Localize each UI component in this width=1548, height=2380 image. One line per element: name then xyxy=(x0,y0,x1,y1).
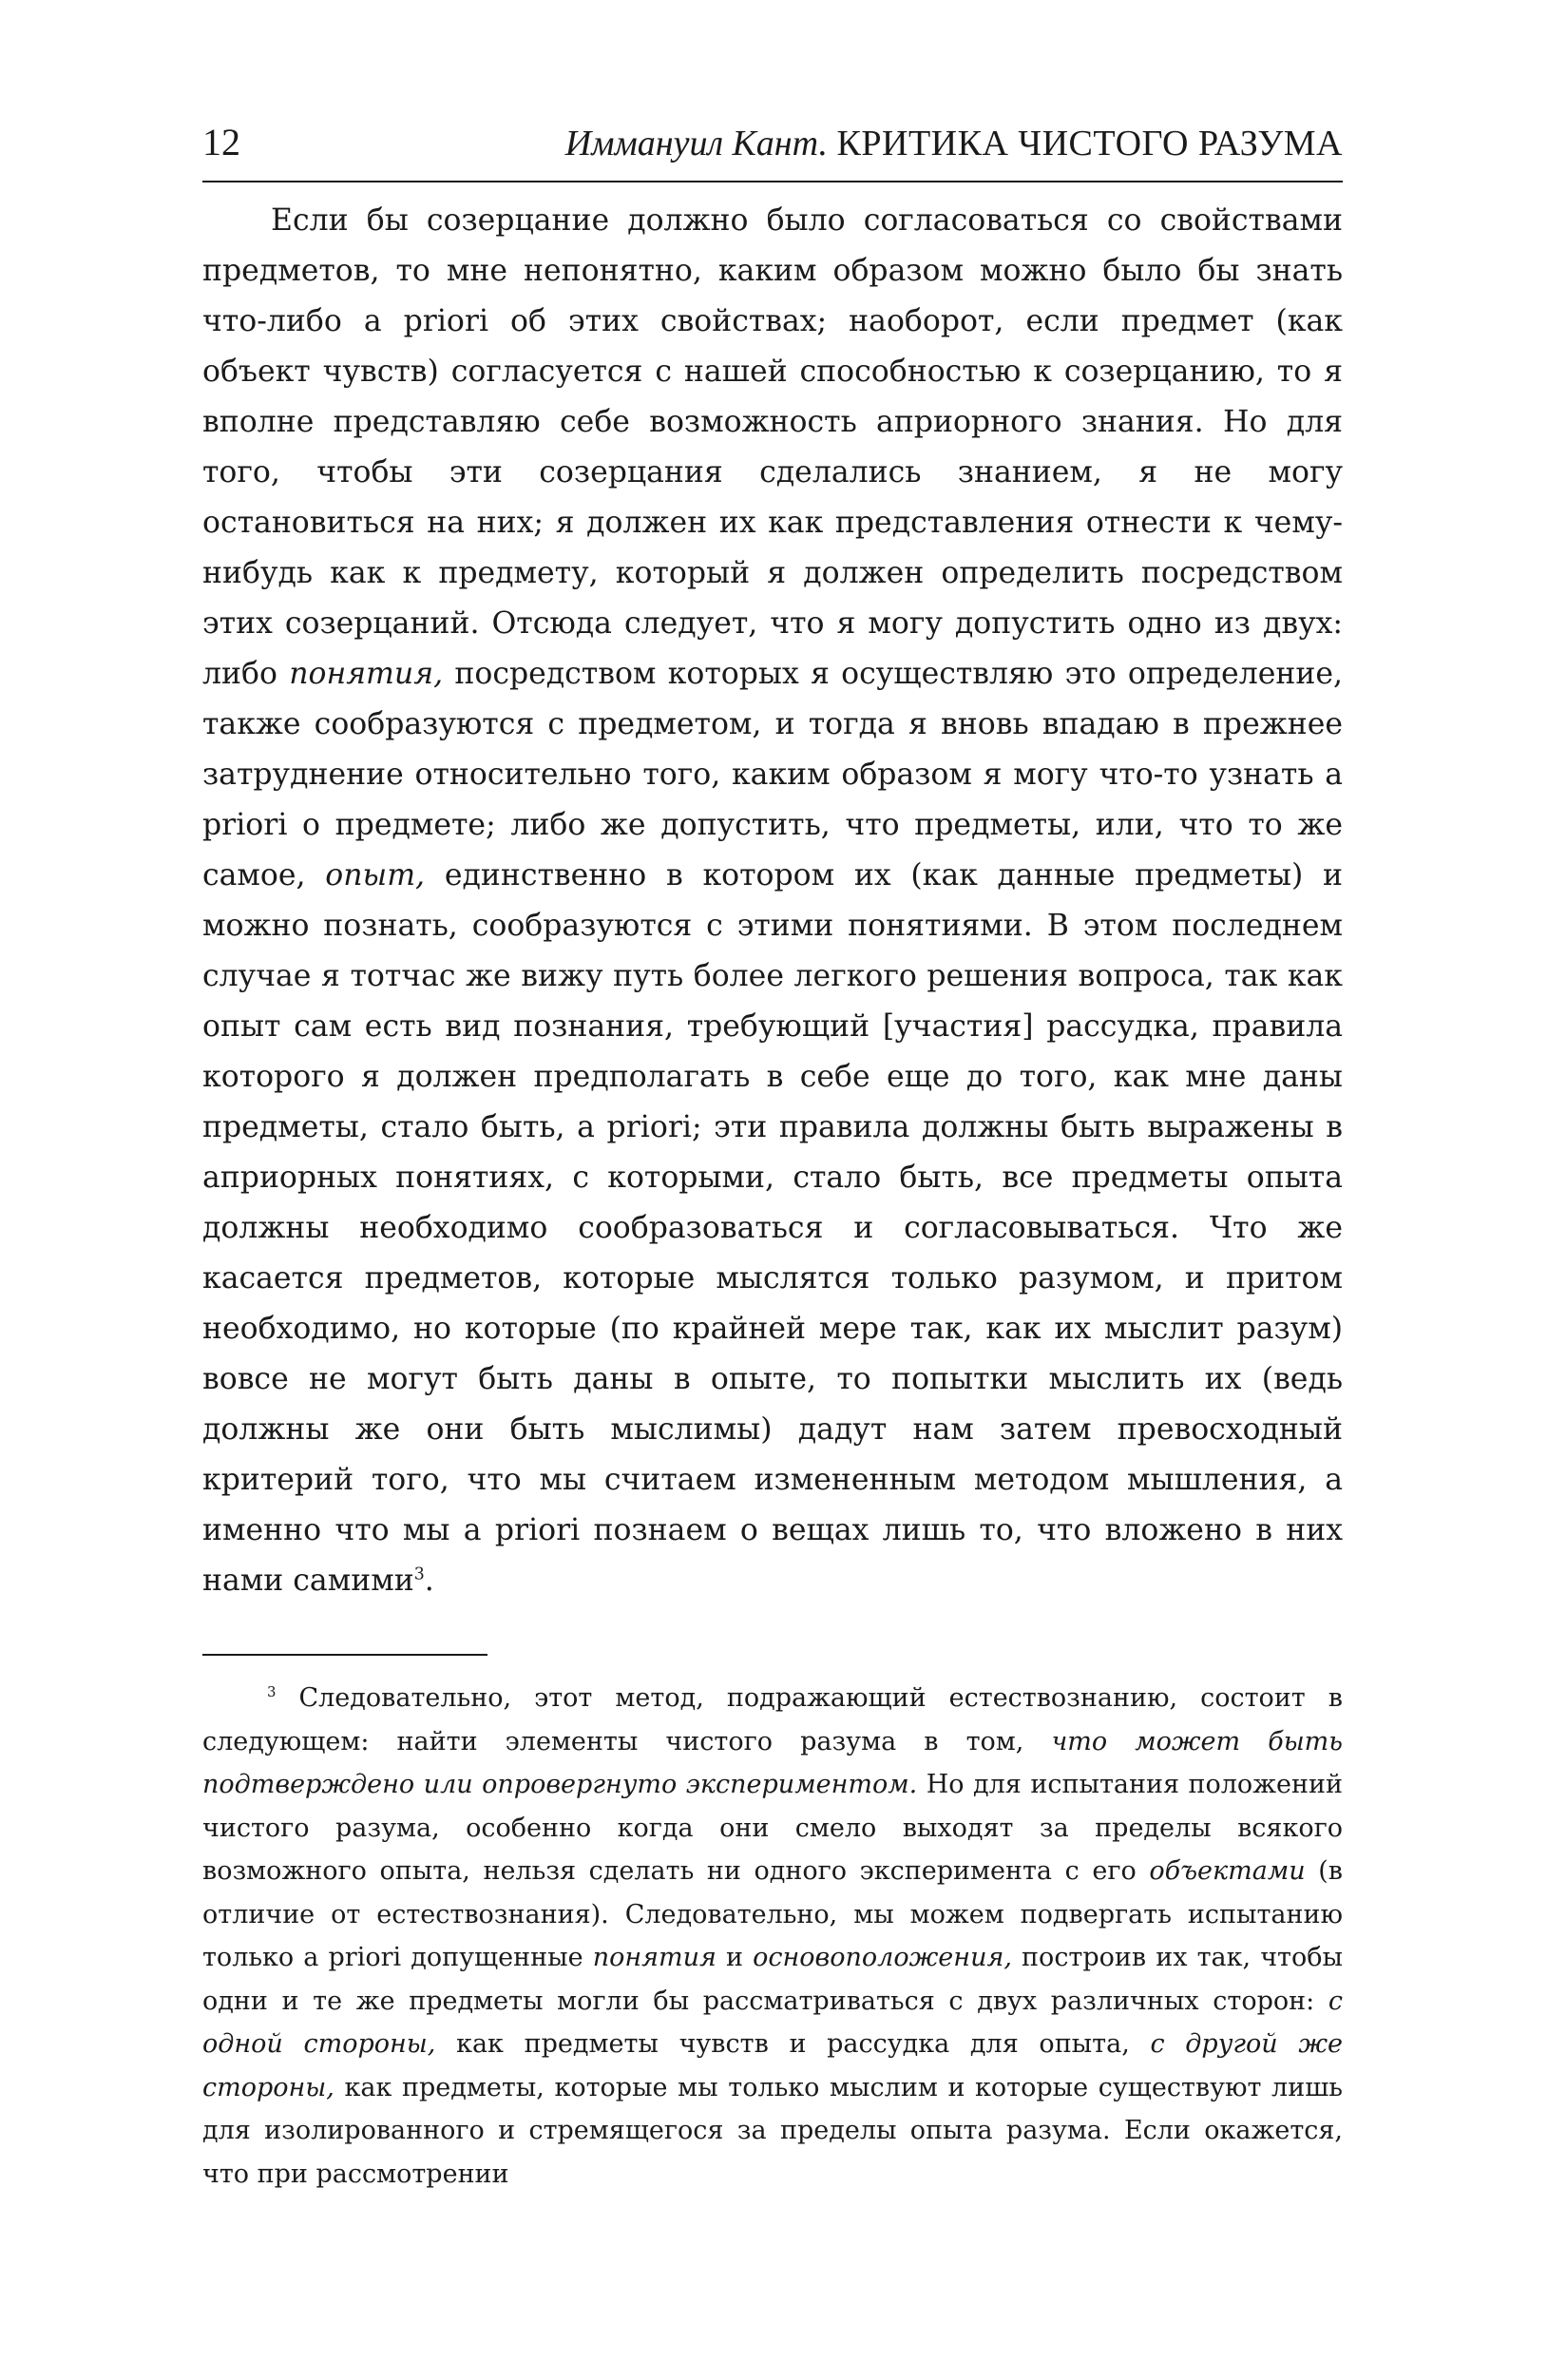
footnote-text-part: Но для испытания положений чистого разума, особенно когда они смело выходят за пределы всякого возможного опыта, нельзя сделать ни одного эксперимента с его xyxy=(202,1770,1343,1886)
footnote-emphasis: объектами xyxy=(1149,1856,1306,1886)
footnote-text-part: и xyxy=(716,1943,754,1972)
body-emphasis: понятия, xyxy=(289,657,444,691)
header-book-title: КРИТИКА ЧИСТОГО РАЗУМА xyxy=(836,124,1343,163)
footnote-text-part: как предметы, которые мы только мыслим и которые существуют лишь для изолированного и стремящегося за пределы опыта разума. Если окажется, что при рассмотрении xyxy=(202,2072,1343,2189)
footnote-emphasis: основоположения, xyxy=(753,1943,1012,1972)
footnote-emphasis: понятия xyxy=(592,1943,717,1972)
main-paragraph xyxy=(202,196,1343,1606)
footnote-emphasis: с другой же стороны, xyxy=(202,2029,1343,2102)
footnote-emphasis: что может быть подтверждено или опровергнуто экспериментом. xyxy=(202,1726,1343,1799)
running-header xyxy=(202,121,1343,182)
footnote-reference: 3 xyxy=(413,1564,425,1584)
footnote-marker: 3 xyxy=(267,1683,277,1700)
footnote-divider xyxy=(202,1654,487,1656)
book-page xyxy=(202,121,1343,2196)
page-number: 12 xyxy=(202,121,240,163)
body-text-part: Если бы созерцание должно было согласоваться со свойствами предметов, то мне непонятно, каким образом можно было бы знать что-либо a priori об этих свойствах; наоборот, если предмет (как объект чувств) согласуется с нашей способностью к созерцанию, то я вполне представляю себе возможность априорного знания. Но для того, чтобы эти созерцания сделались знанием, я не могу остановиться на них; я должен их как представления отнести к чему-нибудь как к предмету, который я должен определить посредством этих созерцаний. Отсюда следует, что я могу допустить одно из двух: либо xyxy=(202,203,1343,691)
footnote-text-part: (в отличие от естествознания). Следовательно, мы можем подвергать испытанию только a priori допущенные xyxy=(202,1856,1343,1972)
footnote-text-part: как предметы чувств и рассудка для опыта, xyxy=(435,2029,1151,2059)
footnote-text-part: Следовательно, этот метод, подражающий естествознанию, состоит в следующем: найти элементы чистого разума в том, xyxy=(202,1683,1343,1756)
body-emphasis: опыт, xyxy=(325,858,426,892)
body-text-end: . xyxy=(424,1564,434,1598)
body-text-part: посредством которых я осуществляю это определение, также сообразуются с предметом, и тогда я вновь впадаю в прежнее затруднение относительно того, каким образом я могу что-то узнать a priori о предмете; либо же допустить, что предметы, или, что то же самое, xyxy=(202,657,1343,892)
footnote-emphasis: с одной стороны, xyxy=(202,1986,1343,2059)
footnote xyxy=(202,1677,1343,2196)
body-text-part: единственно в котором их (как данные предметы) и можно познать, сообразуются с этими понятиями. В этом последнем случае я тотчас же вижу путь более легкого решения вопроса, так как опыт сам есть вид познания, требующий [участия] рассудка, правила которого я должен предполагать в себе еще до того, как мне даны предметы, стало быть, a priori; эти правила должны быть выражены в априорных понятиях, с которыми, стало быть, все предметы опыта должны необходимо сообразоваться и согласовываться. Что же касается предметов, которые мыслятся только разумом, и притом необходимо, но которые (по крайней мере так, как их мыслит разум) вовсе не могут быть даны в опыте, то попытки мыслить их (ведь должны же они быть мыслимы) дадут нам затем превосходный критерий того, что мы считаем измененным методом мышления, а именно что мы a priori познаем о вещах лишь то, что вложено в них нами самими xyxy=(202,858,1343,1598)
header-author: Иммануил Кант. xyxy=(564,124,829,163)
header-title-group xyxy=(565,125,1343,162)
footnote-text-part: построив их так, чтобы одни и те же предметы могли бы рассматриваться с двух различных сторон: xyxy=(202,1943,1343,2016)
